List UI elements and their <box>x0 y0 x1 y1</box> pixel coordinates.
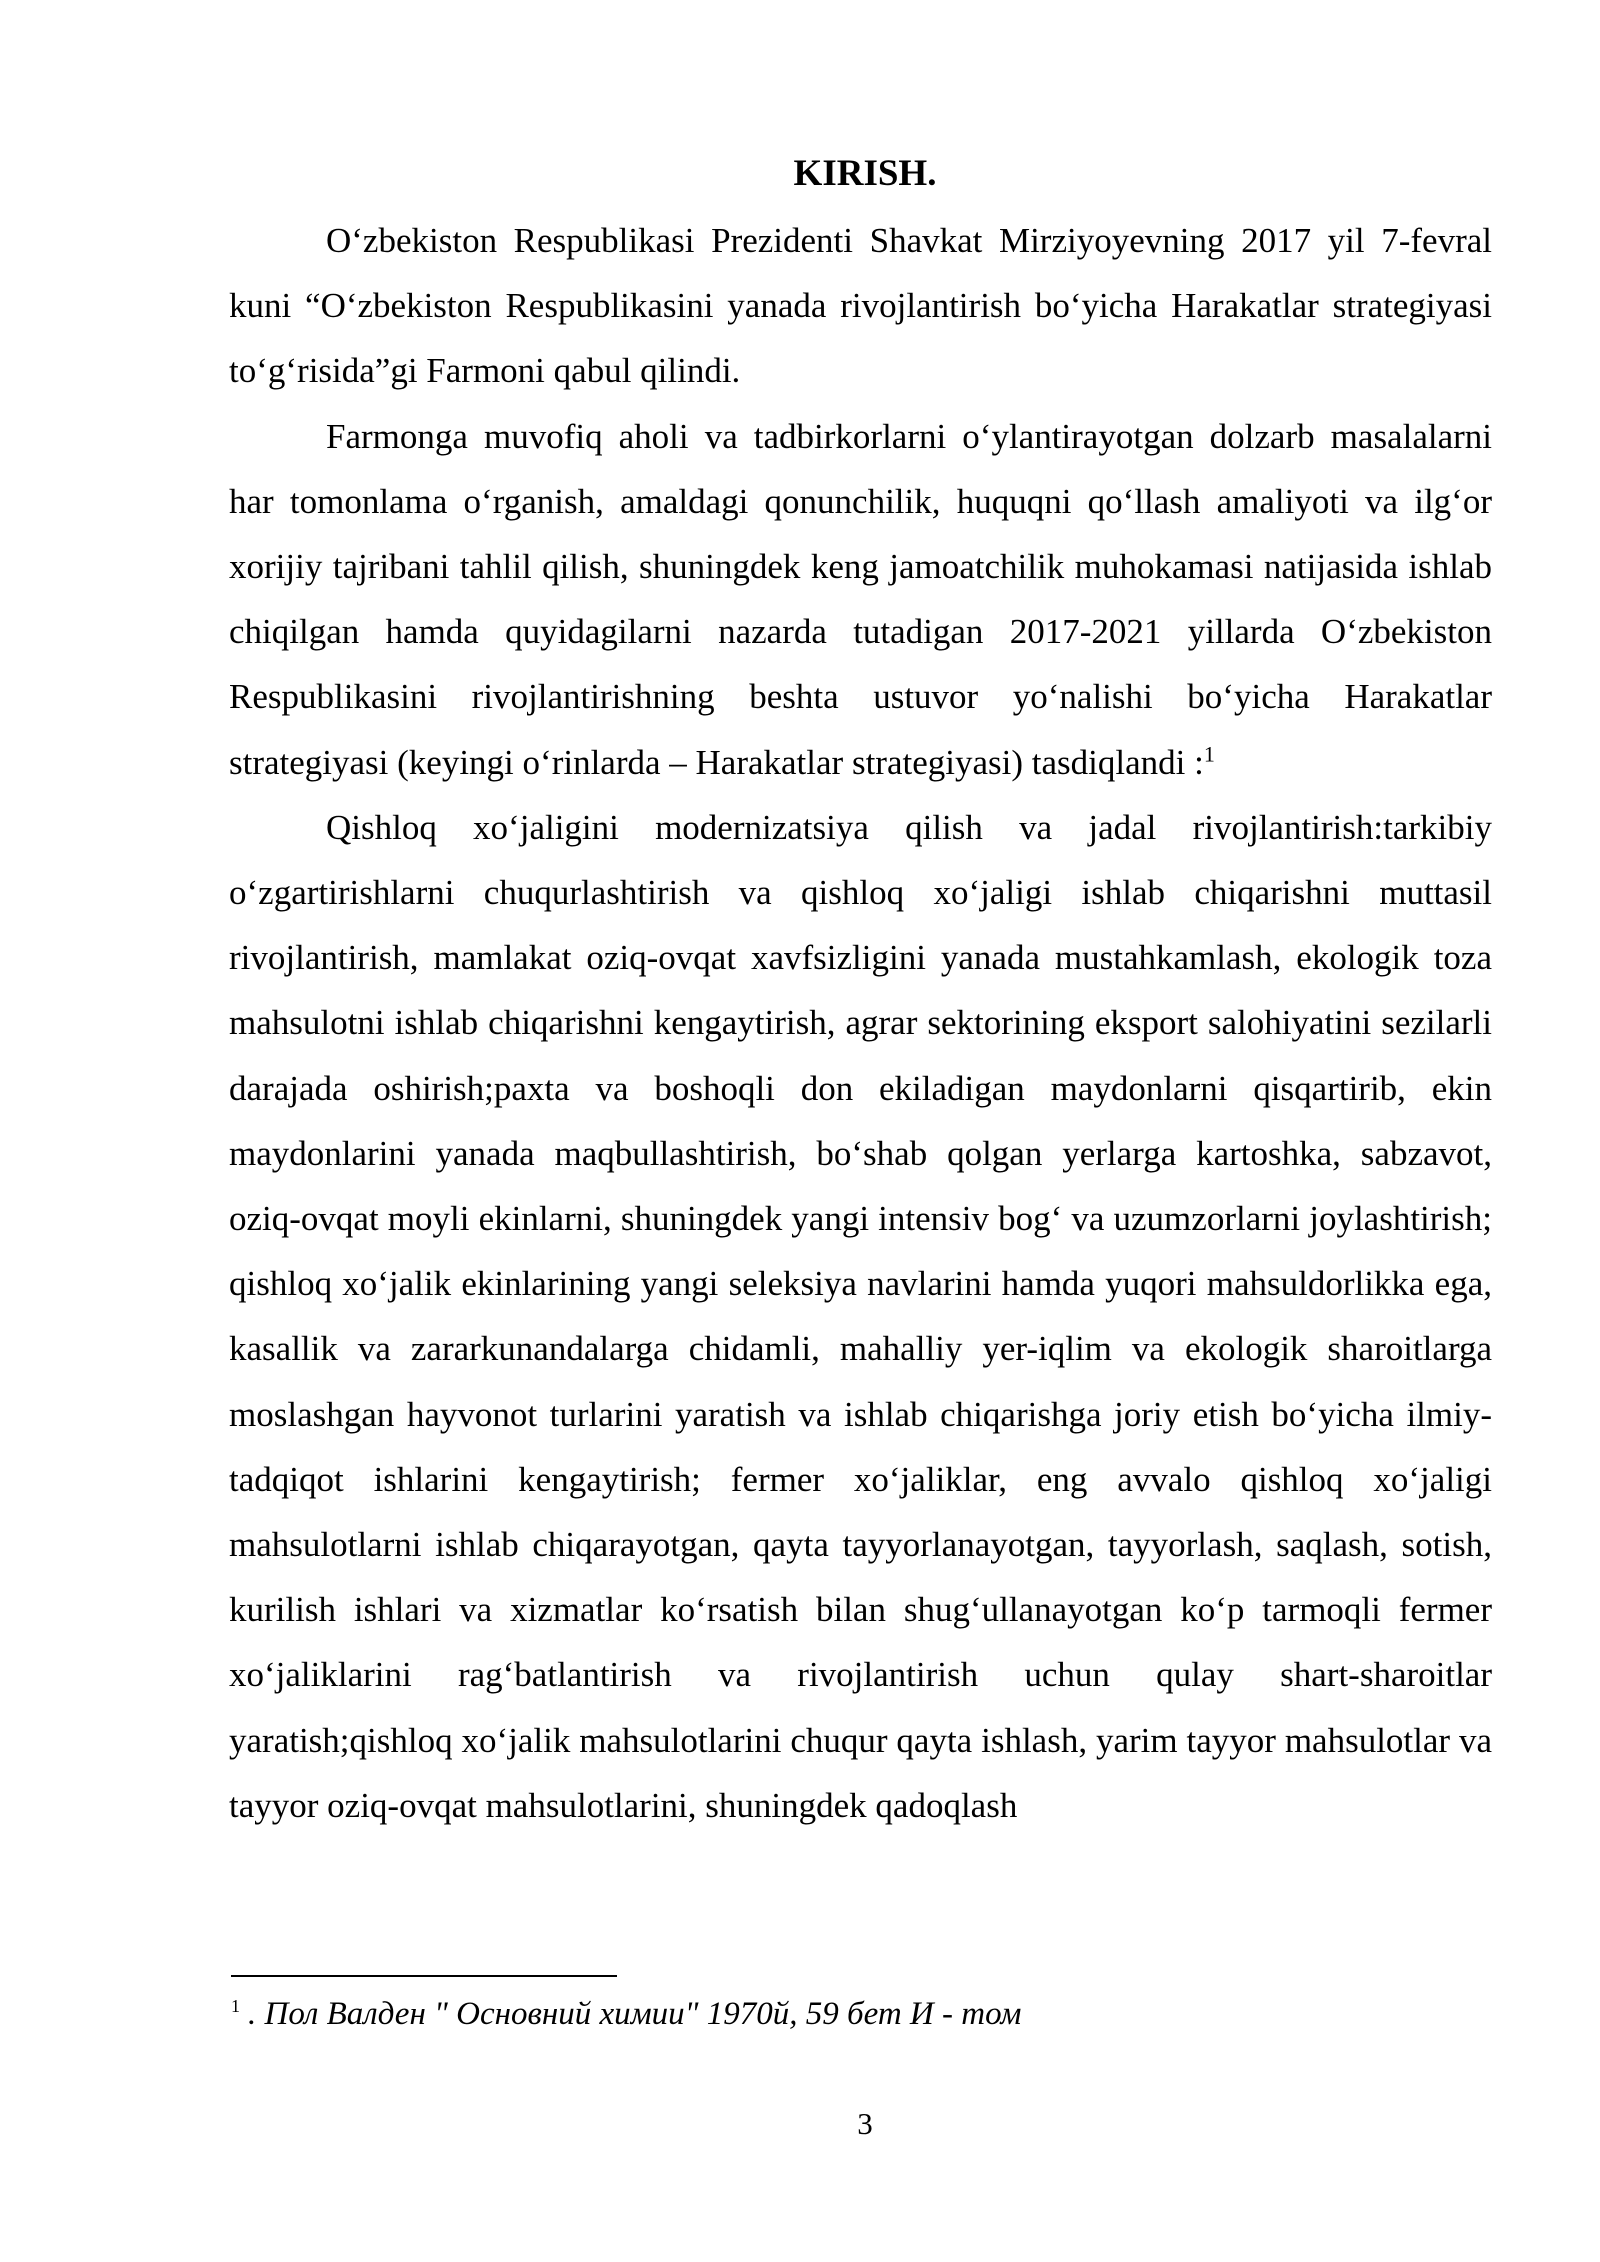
footnote <box>231 1990 1491 2038</box>
paragraph-2 <box>229 404 1492 795</box>
paragraph-3-text: Qishloq xo‘jaligini modernizatsiya qilish va jadal rivojlantirish:tarkibiy o‘zgartirishlarni chuqurlashtirish va qishloq xo‘jaligi ishlab chiqarishni muttasil rivojlantirish, mamlakat oziq-ovqat xavfsizligini yanada mustahkamlash, ekologik toza mahsulotni ishlab chiqarishni kengaytirish, agrar sektorining eksport salohiyatini sezilarli darajada oshirish;paxta va boshoqli don ekiladigan maydonlarni qisqartirib, ekin maydonlarini yanada maqbullashtirish, bo‘shab qolgan yerlarga kartoshka, sabzavot, oziq-ovqat moyli ekinlarni, shuningdek yangi intensiv bog‘ va uzumzorlarni joylashtirish; qishloq xo‘jalik ekinlarining yangi seleksiya navlarini hamda yuqori mahsuldorlikka ega, kasallik va zararkunandalarga chidamli, mahalliy yer-iqlim va ekologik sharoitlarga moslashgan hayvonot turlarini yaratish va ishlab chiqarishga joriy etish bo‘yicha ilmiy-tadqiqot ishlarini kengaytirish; fermer xo‘jaliklar, eng avvalo qishloq xo‘jaligi mahsulotlarni ishlab chiqarayotgan, qayta tayyorlanayotgan, tayyorlash, saqlash, sotish, kurilish ishlari va xizmatlar ko‘rsatish bilan shug‘ullanayotgan ko‘p tarmoqli fermer xo‘jaliklarini rag‘batlantirish va rivojlantirish uchun qulay shart-sharoitlar yaratish;qishloq xo‘jalik mahsulotlarini chuqur qayta ishlash, yarim tayyor mahsulotlar va tayyor oziq-ovqat mahsulotlarini, shuningdek qadoqlash <box>229 807 1492 1825</box>
body-text <box>229 208 1492 1838</box>
paragraph-2-text: Farmonga muvofiq aholi va tadbirkorlarni o‘ylantirayotgan dolzarb masalalarni har tomonlama o‘rganish, amaldagi qonunchilik, huquqni qo‘llash amaliyoti va ilg‘or xorijiy tajribani tahlil qilish, shuningdek keng jamoatchilik muhokamasi natijasida ishlab chiqilgan hamda quyidagilarni nazarda tutadigan 2017-2021 yillarda O‘zbekiston Respublikasini rivojlantirishning beshta ustuvor yo‘nalishi bo‘yicha Harakatlar strategiyasi (keyingi o‘rinlarda – Harakatlar strategiyasi) tasdiqlandi : <box>229 416 1492 782</box>
footnote-reference[interactable]: 1 <box>1203 740 1215 766</box>
paragraph-1 <box>229 208 1492 404</box>
page-number: 3 <box>857 2106 873 2141</box>
section-heading: KIRISH. <box>793 153 937 194</box>
footnote-text: . Пол Валден " Основний химии" 1970й, 59 бет И - том <box>248 1996 1022 2032</box>
footnote-mark: 1 <box>231 1996 240 2016</box>
paragraph-3 <box>229 795 1492 1838</box>
footnote-separator <box>231 1975 617 1977</box>
paragraph-1-text: O‘zbekiston Respublikasi Prezidenti Shavkat Mirziyoyevning 2017 yil 7-fevral kuni “O‘zbekiston Respublikasini yanada rivojlantirish bo‘yicha Harakatlar strategiyasi to‘g‘risida”gi Farmoni qabul qilindi. <box>229 221 1492 391</box>
